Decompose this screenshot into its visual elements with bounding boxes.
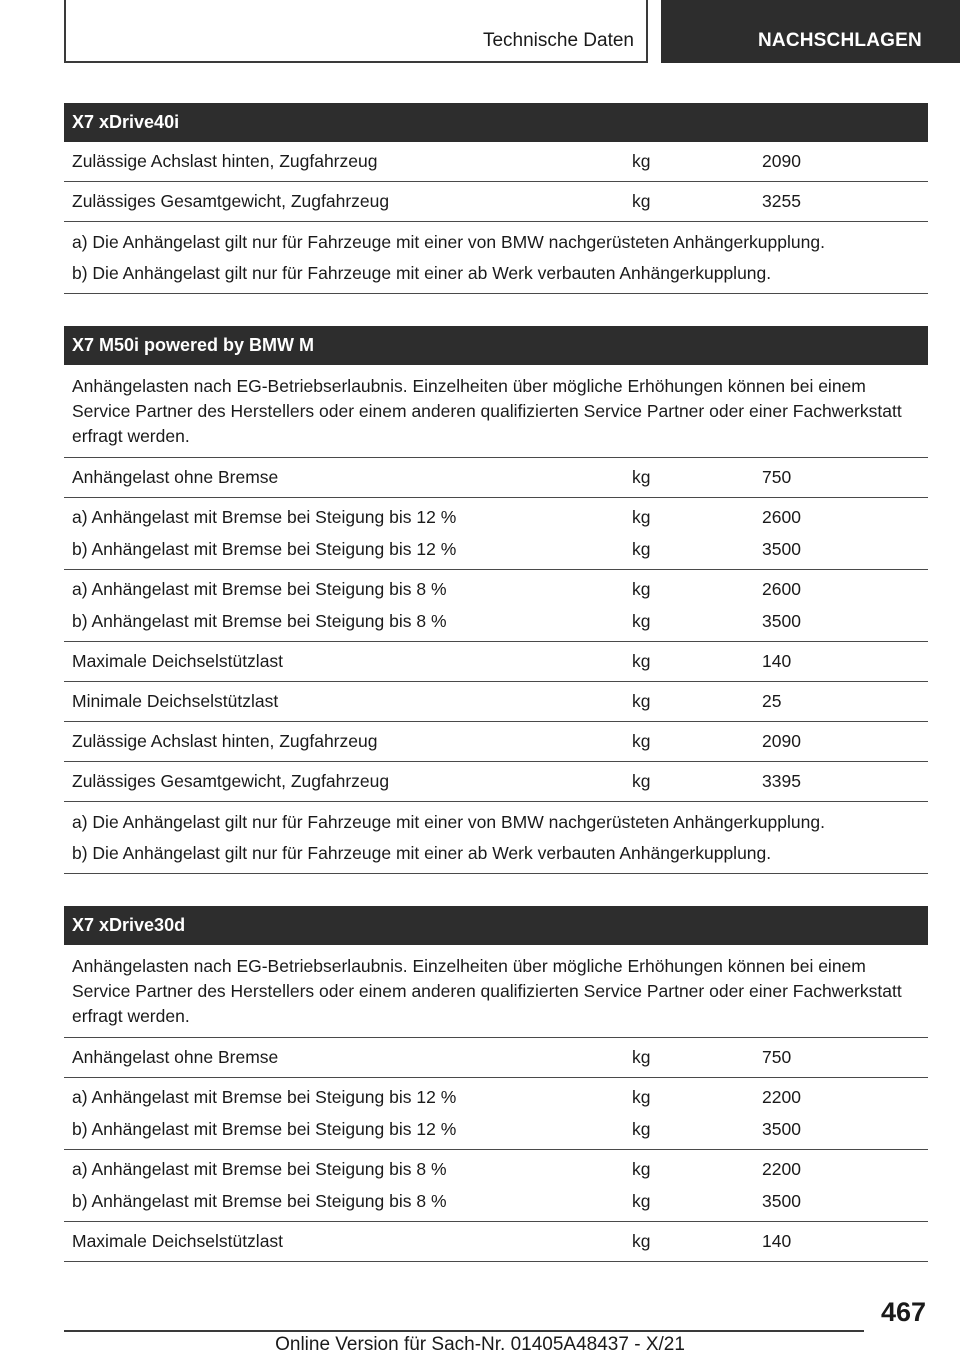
spec-section [64,103,928,294]
spec-unit: kg [632,691,651,711]
spec-label: Maximale Deichselstützlast [72,651,284,671]
header-chapter-tab [661,0,960,63]
header-section-box [64,0,648,63]
spec-value: 140 [762,1231,792,1251]
spec-unit-cell [632,1157,762,1214]
spec-unit: kg [632,191,651,211]
spec-unit-cell [632,1229,762,1254]
spec-label-cell [72,189,632,214]
spec-label: b) Anhängelast mit Bremse bei Steigung bis 8 % [72,611,447,631]
spec-value: 2600 [762,579,801,599]
spec-unit: kg [632,467,651,487]
spec-value: 3500 [762,611,801,631]
spec-value-cell [762,1157,920,1214]
spec-value: 2090 [762,731,801,751]
spec-value-cell [762,689,920,714]
spec-value: 2090 [762,151,801,171]
spec-unit-cell [632,769,762,794]
spec-unit: kg [632,731,651,751]
spec-label-cell [72,149,632,174]
spec-label-cell [72,1229,632,1254]
header-section-label: Technische Daten [482,30,634,51]
spec-value-cell [762,189,920,214]
spec-value: 750 [762,467,792,487]
spec-unit: kg [632,1047,651,1067]
spec-value-cell [762,505,920,562]
spec-unit-cell [632,505,762,562]
spec-unit: kg [632,1119,651,1139]
spec-row [64,458,928,498]
spec-label: Zulässige Achslast hinten, Zugfahrzeug [72,151,378,171]
spec-label: a) Anhängelast mit Bremse bei Steigung bis 8 % [72,579,447,599]
spec-label: Maximale Deichselstützlast [72,1231,284,1251]
spec-unit-cell [632,729,762,754]
spec-row [64,1222,928,1262]
spec-label: Zulässiges Gesamtgewicht, Zugfahrzeug [72,191,390,211]
spec-unit: kg [632,651,651,671]
spec-value: 2200 [762,1087,801,1107]
spec-label: b) Anhängelast mit Bremse bei Steigung bis 8 % [72,1191,447,1211]
section-footnotes [64,222,928,294]
spec-value: 140 [762,651,792,671]
spec-value-cell [762,1085,920,1142]
spec-label: Zulässiges Gesamtgewicht, Zugfahrzeug [72,771,390,791]
spec-value: 3500 [762,1119,801,1139]
spec-row [64,762,928,802]
spec-row [64,1150,928,1222]
spec-unit: kg [632,1191,651,1211]
spec-value: 25 [762,691,782,711]
spec-unit: kg [632,579,651,599]
spec-value: 750 [762,1047,792,1067]
spec-label-cell [72,689,632,714]
spec-label-cell [72,649,632,674]
spec-unit-cell [632,1045,762,1070]
spec-value: 3395 [762,771,801,791]
spec-label: Anhängelast ohne Bremse [72,1047,279,1067]
spec-unit-cell [632,1085,762,1142]
spec-unit-cell [632,189,762,214]
section-intro: Anhängelasten nach EG-Betriebserlaubnis. Einzelheiten über mögliche Erhöhungen können bei einem Service Partner des Herstellers oder einem anderen qualifizierten Service Partner oder einer Fachwerkstatt erfragt werden. [64,365,928,458]
footer-divider [64,1330,864,1332]
spec-value-cell [762,577,920,634]
spec-value-cell [762,1229,920,1254]
spec-value-cell [762,1045,920,1070]
spec-label-cell [72,1045,632,1070]
footnote: b) Die Anhängelast gilt nur für Fahrzeuge mit einer ab Werk verbauten Anhängerkupplung. [72,263,772,283]
spec-unit: kg [632,611,651,631]
spec-unit: kg [632,507,651,527]
spec-row [64,1078,928,1150]
section-title: X7 xDrive30d [64,906,928,945]
section-footnotes [64,802,928,874]
footnote: a) Die Anhängelast gilt nur für Fahrzeuge mit einer von BMW nachgerüsteten Anhängerkupplung. [72,812,825,832]
spec-label: a) Anhängelast mit Bremse bei Steigung bis 12 % [72,507,457,527]
spec-value-cell [762,649,920,674]
spec-value: 2600 [762,507,801,527]
spec-unit-cell [632,577,762,634]
spec-value-cell [762,769,920,794]
spec-label: Zulässige Achslast hinten, Zugfahrzeug [72,731,378,751]
spec-value: 2200 [762,1159,801,1179]
spec-label-cell [72,769,632,794]
spec-label: b) Anhängelast mit Bremse bei Steigung bis 12 % [72,1119,457,1139]
spec-row [64,722,928,762]
spec-label: a) Anhängelast mit Bremse bei Steigung bis 12 % [72,1087,457,1107]
spec-label-cell [72,465,632,490]
spec-value: 3255 [762,191,801,211]
spec-label: Minimale Deichselstützlast [72,691,279,711]
spec-label: Anhängelast ohne Bremse [72,467,279,487]
spec-unit: kg [632,1087,651,1107]
footer-online-version: Online Version für Sach-Nr. 01405A48437 - X/21 [275,1334,685,1355]
footnote: b) Die Anhängelast gilt nur für Fahrzeuge mit einer ab Werk verbauten Anhängerkupplung. [72,843,772,863]
spec-value-cell [762,465,920,490]
section-title: X7 M50i powered by BMW M [64,326,928,365]
spec-row [64,182,928,222]
spec-value: 3500 [762,539,801,559]
spec-row [64,682,928,722]
spec-unit: kg [632,771,651,791]
spec-unit-cell [632,465,762,490]
spec-unit-cell [632,649,762,674]
spec-label-cell [72,729,632,754]
spec-row [64,498,928,570]
footnote: a) Die Anhängelast gilt nur für Fahrzeuge mit einer von BMW nachgerüsteten Anhängerkupplung. [72,232,825,252]
section-intro: Anhängelasten nach EG-Betriebserlaubnis. Einzelheiten über mögliche Erhöhungen können bei einem Service Partner des Herstellers oder einem anderen qualifizierten Service Partner oder einer Fachwerkstatt erfragt werden. [64,945,928,1038]
spec-label-cell [72,505,632,562]
spec-unit: kg [632,151,651,171]
spec-unit-cell [632,149,762,174]
page-number: 467 [880,1297,926,1327]
spec-label-cell [72,577,632,634]
spec-value-cell [762,149,920,174]
spec-row [64,1038,928,1078]
spec-unit: kg [632,1159,651,1179]
spec-unit: kg [632,539,651,559]
spec-row [64,142,928,182]
spec-label-cell [72,1085,632,1142]
spec-value: 3500 [762,1191,801,1211]
header-chapter-label: NACHSCHLAGEN [758,30,922,51]
spec-section [64,906,928,1262]
spec-row [64,642,928,682]
spec-label: a) Anhängelast mit Bremse bei Steigung bis 8 % [72,1159,447,1179]
spec-value-cell [762,729,920,754]
spec-label-cell [72,1157,632,1214]
spec-content [64,103,928,1294]
section-title: X7 xDrive40i [64,103,928,142]
spec-label: b) Anhängelast mit Bremse bei Steigung bis 12 % [72,539,457,559]
spec-unit-cell [632,689,762,714]
spec-row [64,570,928,642]
spec-section [64,326,928,874]
spec-unit: kg [632,1231,651,1251]
